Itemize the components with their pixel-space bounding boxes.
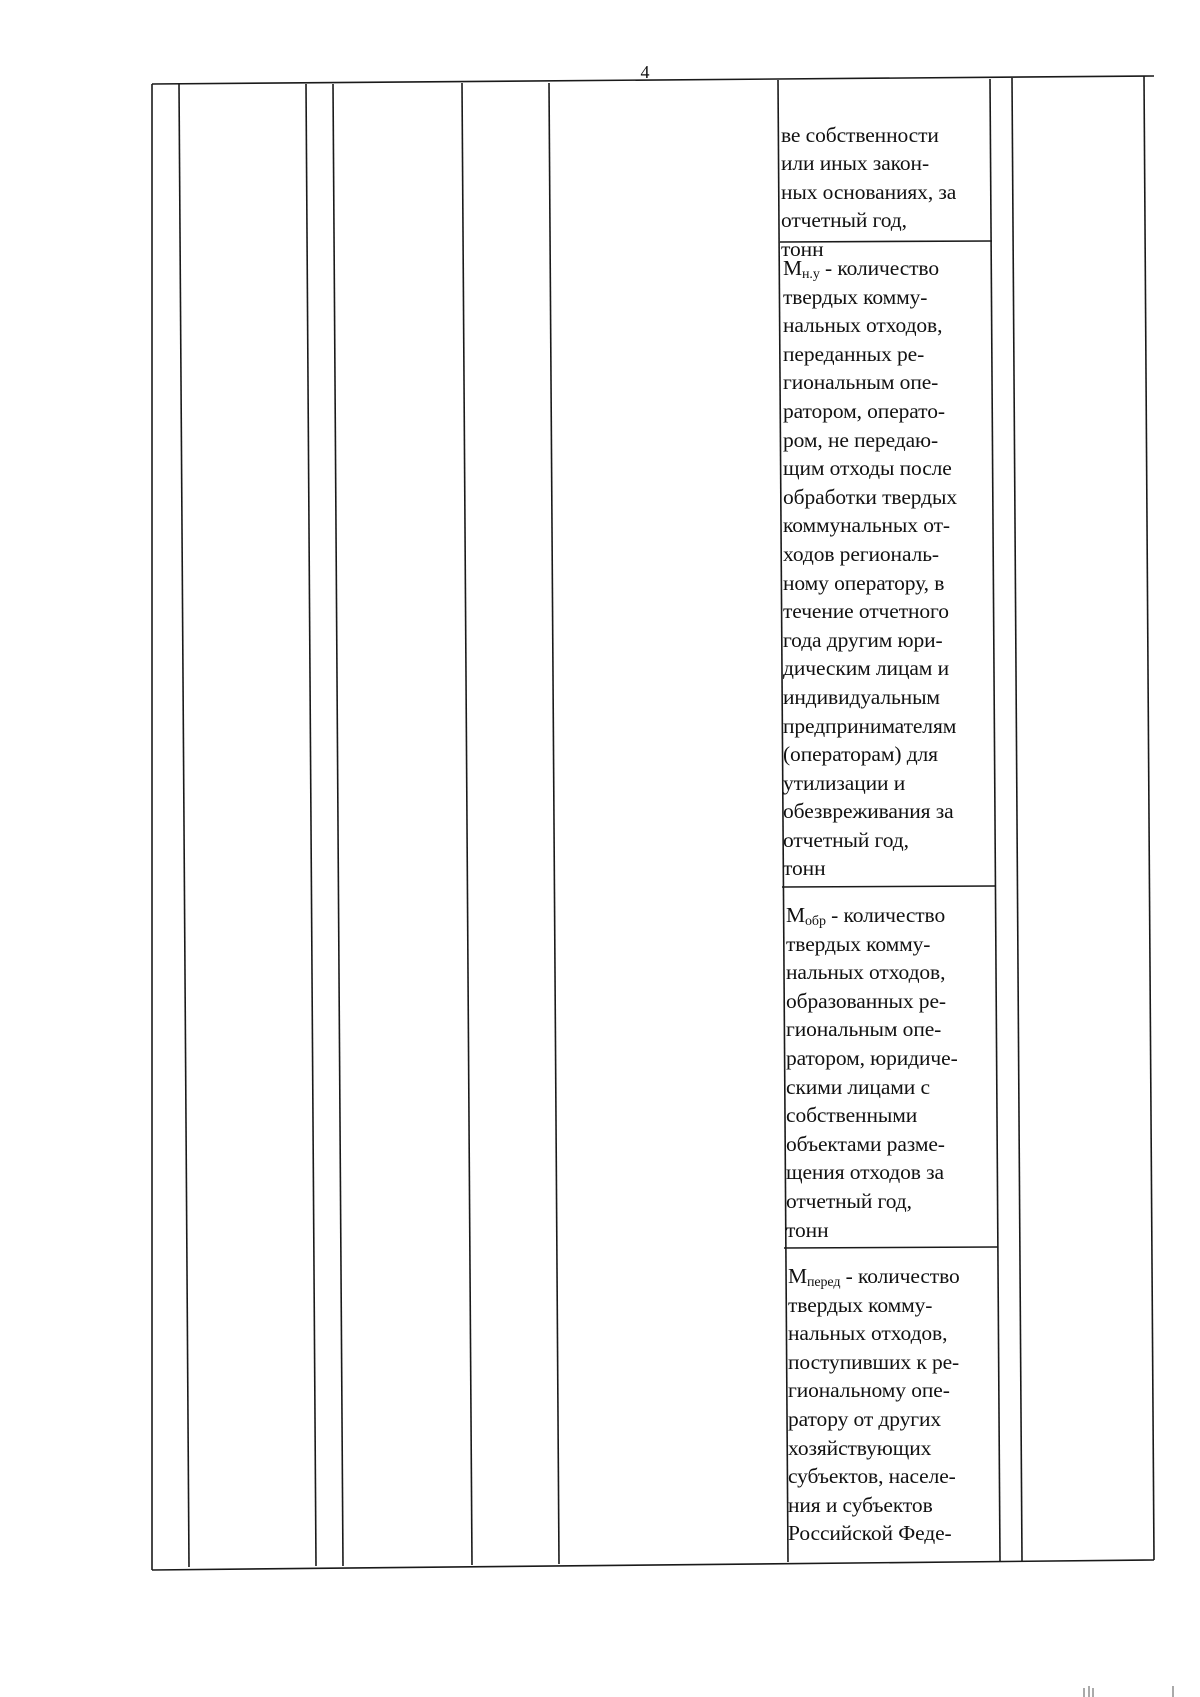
cell-text: - количество твердых комму- нальных отходов, переданных ре- гиональным опе- ратором, операто- ром, не передаю- щим отходы после обработки твердых коммунальных от- ходов региональ- ному оператору, в течение отчетного года другим юри- дическим лицам и индивидуальным предпринимателям (операторам) для утилизации и обезвреживания за отчетный год, тонн bbox=[783, 256, 957, 881]
table-right-border bbox=[1144, 76, 1154, 1560]
cell-text: - количество твердых комму- нальных отходов, образованных ре- гиональным опе- ратором, юридиче- скими лицами с собственными объектами разме- щения отходов за отчетный год, тонн bbox=[786, 903, 958, 1242]
column-divider bbox=[462, 83, 472, 1565]
description-cell-m-obr bbox=[786, 901, 994, 1244]
cell-text: ве собственности или иных закон- ных основаниях, за отчетный год, тонн bbox=[781, 122, 957, 261]
formula-subscript: н.у bbox=[802, 267, 820, 282]
cell-text: - количество твердых комму- нальных отходов, поступивших к ре- гиональному опе- ратору от других хозяйствующих субъектов, населе- ния и субъектов Российской Феде- bbox=[788, 1264, 960, 1546]
table-bottom-border bbox=[152, 1560, 1154, 1570]
formula-subscript: обр bbox=[805, 914, 826, 929]
column-divider bbox=[333, 84, 343, 1566]
description-cell-m-pered bbox=[788, 1262, 996, 1548]
table-top-border bbox=[152, 76, 1154, 84]
column-divider bbox=[306, 84, 316, 1566]
formula-symbol: М bbox=[783, 256, 803, 280]
page-number: 4 bbox=[640, 62, 650, 82]
formula-symbol: М bbox=[788, 1264, 808, 1288]
column-divider bbox=[179, 84, 189, 1567]
row-divider bbox=[782, 886, 996, 887]
formula-symbol: М bbox=[786, 903, 806, 927]
column-divider bbox=[1012, 78, 1022, 1561]
formula-subscript: перед bbox=[807, 1275, 841, 1290]
row-divider bbox=[784, 1247, 998, 1248]
description-cell-continuation bbox=[781, 92, 989, 264]
description-cell-m-nu bbox=[783, 254, 991, 883]
column-divider bbox=[549, 83, 559, 1564]
